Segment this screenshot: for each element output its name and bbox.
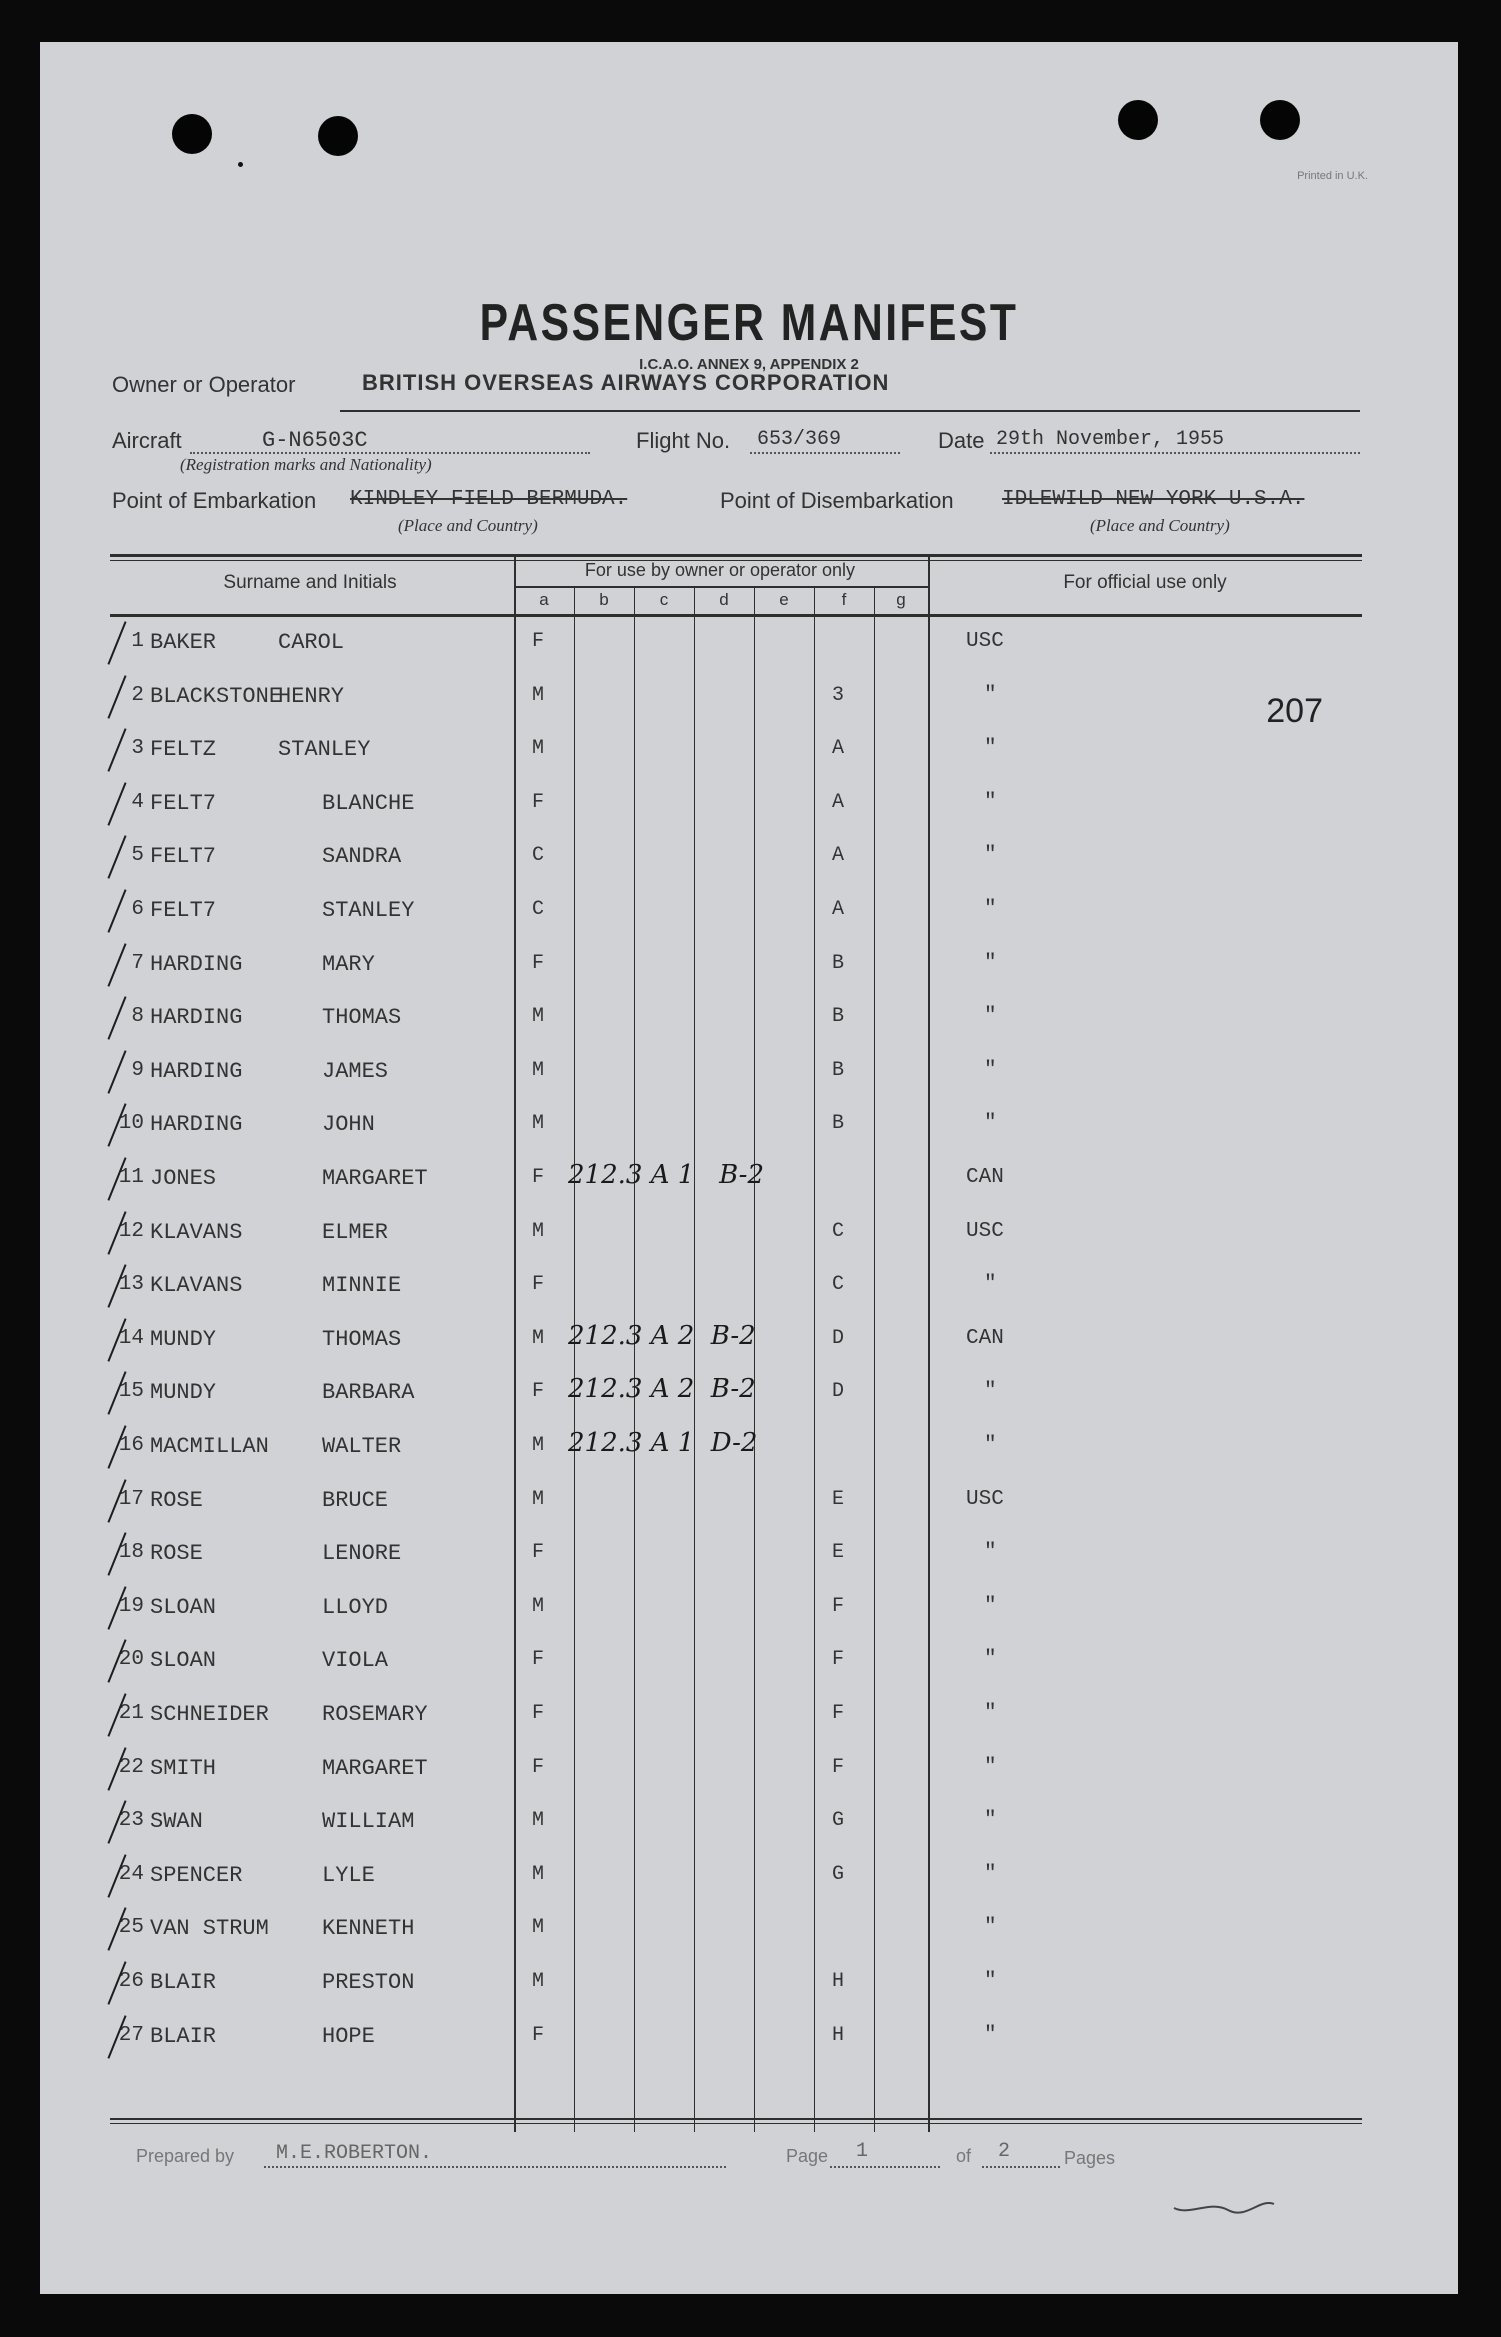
row-number: 14 [118,1327,144,1350]
passenger-given-name: LLOYD [322,1595,389,1620]
col-divider [754,588,755,2132]
operator-value: BRITISH OVERSEAS AIRWAYS CORPORATION [362,370,890,395]
punch-hole [1260,100,1300,140]
official-status: " [984,1541,997,1564]
row-number: 20 [118,1648,144,1671]
official-status: " [984,898,997,921]
passenger-given-name: MINNIE [322,1273,402,1298]
col-divider [814,588,815,2132]
page-line [830,2166,940,2168]
passenger-surname: SWAN [150,1809,203,1834]
row-number: 2 [131,684,144,707]
aircraft-value: G-N6503C [262,428,368,453]
passenger-category: F [532,1541,545,1564]
official-status: CAN [966,1166,1004,1189]
row-number: 1 [131,630,144,653]
flight-value: 653/369 [757,428,842,451]
row-number: 27 [118,2024,144,2047]
official-status: " [984,1702,997,1725]
passenger-surname: SLOAN [150,1648,217,1673]
handwritten-notation: 212.3 A 1 D-2 [568,1428,758,1458]
passenger-surname: FELTZ [150,737,217,762]
passenger-category: F [532,791,545,814]
passenger-surname: BLAIR [150,2024,217,2049]
passenger-group: G [832,1863,845,1886]
passenger-group: G [832,1809,845,1832]
passenger-surname: SLOAN [150,1595,217,1620]
passenger-category: M [532,1595,545,1618]
passenger-given-name: BRUCE [322,1488,389,1513]
passenger-given-name: STANLEY [322,898,415,923]
passenger-given-name: HOPE [322,2024,375,2049]
disembarkation-note: (Place and Country) [1090,516,1230,535]
passenger-category: M [532,1488,545,1511]
row-number: 8 [131,1005,144,1028]
printer-note: Printed in U.K. [1297,170,1368,182]
passenger-category: C [532,898,545,921]
official-status: " [984,1756,997,1779]
passenger-category: M [532,684,545,707]
row-number: 19 [118,1595,144,1618]
passenger-given-name: THOMAS [322,1327,402,1352]
passenger-given-name: SANDRA [322,844,402,869]
passenger-category: M [532,1220,545,1243]
passenger-group: C [832,1220,845,1243]
official-status: " [984,1970,997,1993]
passenger-given-name: HENRY [278,684,345,709]
passenger-group: C [832,1273,845,1296]
passenger-given-name: STANLEY [278,737,371,762]
col-divider [514,556,516,2132]
passenger-group: H [832,2024,845,2047]
official-status: " [984,684,997,707]
subcol-header-d: d [719,590,729,609]
handwritten-notation: 212.3 A 2 B-2 [568,1321,756,1351]
row-number: 15 [118,1380,144,1403]
passenger-category: M [532,1970,545,1993]
passenger-group: F [832,1756,845,1779]
official-status: " [984,844,997,867]
passenger-group: F [832,1595,845,1618]
passenger-category: M [532,1434,545,1457]
passenger-surname: BLACKSTONE [150,684,283,709]
page-subtitle: I.C.A.O. ANNEX 9, APPENDIX 2 [639,356,859,373]
passenger-category: M [532,1809,545,1832]
subcol-header-e: e [779,590,789,609]
passenger-group: B [832,1112,845,1135]
official-status: " [984,1916,997,1939]
passenger-category: F [532,1756,545,1779]
passenger-category: M [532,1005,545,1028]
footer-rule [110,2118,1362,2120]
operator-label: Owner or Operator [112,372,296,397]
passenger-given-name: ELMER [322,1220,389,1245]
aircraft-label: Aircraft [112,428,182,453]
embarkation-label: Point of Embarkation [112,488,317,513]
passenger-category: F [532,1273,545,1296]
passenger-surname: FELT7 [150,898,217,923]
footer-rule-thin [110,2123,1362,2124]
passenger-group: D [832,1327,845,1350]
official-status: USC [966,1488,1004,1511]
passenger-category: F [532,1166,545,1189]
flight-line [750,452,900,454]
row-number: 13 [118,1273,144,1296]
passenger-given-name: ROSEMARY [322,1702,428,1727]
row-number: 26 [118,1970,144,1993]
subcol-header-g: g [896,590,906,609]
official-status: " [984,1112,997,1135]
official-status: " [984,1809,997,1832]
passenger-given-name: KENNETH [322,1916,415,1941]
page-label: Page [786,2146,829,2166]
official-status: USC [966,630,1004,653]
passenger-category: F [532,1702,545,1725]
passenger-category: F [532,2024,545,2047]
passenger-surname: HARDING [150,1005,243,1030]
punch-hole [1118,100,1158,140]
official-status: USC [966,1220,1004,1243]
col-divider [634,588,635,2132]
prepared-label: Prepared by [136,2146,235,2166]
col-divider [874,588,875,2132]
official-status: " [984,1005,997,1028]
passenger-category: F [532,952,545,975]
passenger-group: B [832,1059,845,1082]
passenger-surname: HARDING [150,1059,243,1084]
row-number: 6 [131,898,144,921]
row-number: 10 [118,1112,144,1135]
row-number: 21 [118,1702,144,1725]
passenger-surname: HARDING [150,1112,243,1137]
row-number: 24 [118,1863,144,1886]
subheader-rule [514,586,928,588]
row-number: 7 [131,952,144,975]
passenger-group: B [832,952,845,975]
passenger-given-name: LYLE [322,1863,375,1888]
punch-hole [318,116,358,156]
flight-label: Flight No. [636,428,731,453]
passenger-given-name: JAMES [322,1059,389,1084]
passenger-category: C [532,844,545,867]
passenger-surname: SPENCER [150,1863,243,1888]
pages-label: Pages [1064,2148,1116,2168]
subcol-header-b: b [599,590,609,609]
official-status: " [984,1380,997,1403]
official-status: " [984,791,997,814]
passenger-group: A [832,844,845,867]
row-number: 23 [118,1809,144,1832]
passenger-given-name: MARGARET [322,1756,428,1781]
col-name-header: Surname and Initials [223,572,397,593]
passenger-given-name: BLANCHE [322,791,415,816]
passenger-surname: SMITH [150,1756,217,1781]
passenger-surname: ROSE [150,1488,203,1513]
handwritten-notation: 212.3 A 1 B-2 [568,1160,764,1190]
page-title: PASSENGER MANIFEST [479,294,1019,352]
col-owner-header: For use by owner or operator only [584,560,856,580]
passenger-group: A [832,737,845,760]
passenger-given-name: WILLIAM [322,1809,415,1834]
passenger-surname: VAN STRUM [150,1916,269,1941]
header-bottom-rule [110,614,1362,617]
col-divider [928,556,930,2132]
official-status: CAN [966,1327,1004,1350]
passenger-category: F [532,630,545,653]
passenger-given-name: MARY [322,952,375,977]
passenger-given-name: JOHN [322,1112,375,1137]
passenger-group: E [832,1541,845,1564]
date-line [990,452,1360,454]
passenger-given-name: BARBARA [322,1380,415,1405]
passenger-surname: BLAIR [150,1970,217,1995]
passenger-given-name: VIOLA [322,1648,389,1673]
official-status: " [984,1595,997,1618]
passenger-given-name: LENORE [322,1541,402,1566]
page-value: 1 [856,2140,869,2163]
disembarkation-label: Point of Disembarkation [720,488,954,513]
passenger-given-name: MARGARET [322,1166,428,1191]
aircraft-line [190,452,590,454]
row-number: 9 [131,1059,144,1082]
passenger-group: E [832,1488,845,1511]
passenger-surname: FELT7 [150,844,217,869]
passenger-given-name: PRESTON [322,1970,415,1995]
official-status: " [984,1863,997,1886]
of-label: of [956,2146,972,2166]
passenger-surname: MUNDY [150,1380,217,1405]
passenger-given-name: WALTER [322,1434,402,1459]
passenger-surname: KLAVANS [150,1273,243,1298]
manifest-sheet [40,42,1458,2294]
passenger-group: A [832,791,845,814]
passenger-category: F [532,1380,545,1403]
passenger-group: A [832,898,845,921]
passenger-surname: JONES [150,1166,217,1191]
embarkation-note: (Place and Country) [398,516,538,535]
col-official-header: For official use only [1063,572,1227,593]
passenger-surname: SCHNEIDER [150,1702,269,1727]
of-value: 2 [998,2140,1011,2163]
passenger-group: F [832,1702,845,1725]
embarkation-value: KINDLEY FIELD BERMUDA. [350,488,628,511]
passenger-surname: FELT7 [150,791,217,816]
row-number: 22 [118,1756,144,1779]
passenger-category: F [532,1648,545,1671]
disembarkation-value: IDLEWILD NEW YORK U.S.A. [1002,488,1305,511]
passenger-given-name: CAROL [278,630,345,655]
passenger-given-name: THOMAS [322,1005,402,1030]
official-status: " [984,1648,997,1671]
official-status: " [984,2024,997,2047]
punch-hole [172,114,212,154]
passenger-group: B [832,1005,845,1028]
prepared-line [264,2166,726,2168]
passenger-surname: MACMILLAN [150,1434,269,1459]
row-number: 16 [118,1434,144,1457]
passenger-category: M [532,1916,545,1939]
passenger-group: 3 [832,684,845,707]
official-status: " [984,952,997,975]
passenger-category: M [532,737,545,760]
passenger-surname: ROSE [150,1541,203,1566]
prepared-value: M.E.ROBERTON. [276,2142,433,2165]
passenger-surname: MUNDY [150,1327,217,1352]
col-divider [574,588,575,2132]
row-number: 3 [131,737,144,760]
paper-speck [238,162,243,167]
row-number: 11 [118,1166,144,1189]
handwritten-notation: 212.3 A 2 B-2 [568,1374,756,1404]
passenger-category: M [532,1327,545,1350]
operator-underline [340,410,1360,412]
subcol-header-a: a [539,590,549,609]
row-number: 25 [118,1916,144,1939]
row-number: 5 [131,844,144,867]
passenger-surname: KLAVANS [150,1220,243,1245]
page-stamp-number: 207 [1266,692,1323,730]
passenger-surname: HARDING [150,952,243,977]
passenger-group: D [832,1380,845,1403]
row-number: 18 [118,1541,144,1564]
handwritten-initials [1170,2190,1280,2220]
subcol-header-f: f [841,590,847,609]
row-number: 4 [131,791,144,814]
col-divider [694,588,695,2132]
row-number: 17 [118,1488,144,1511]
official-status: " [984,1059,997,1082]
passenger-category: M [532,1112,545,1135]
date-value: 29th November, 1955 [996,428,1225,451]
table-top-rule [110,554,1362,557]
official-status: " [984,1434,997,1457]
passenger-group: H [832,1970,845,1993]
date-label: Date [938,428,985,453]
official-status: " [984,737,997,760]
official-status: " [984,1273,997,1296]
subcol-header-c: c [659,590,669,609]
passenger-surname: BAKER [150,630,217,655]
passenger-group: F [832,1648,845,1671]
aircraft-note: (Registration marks and Nationality) [180,455,432,474]
row-number: 12 [118,1220,144,1243]
passenger-category: M [532,1863,545,1886]
of-line [982,2166,1060,2168]
passenger-category: M [532,1059,545,1082]
